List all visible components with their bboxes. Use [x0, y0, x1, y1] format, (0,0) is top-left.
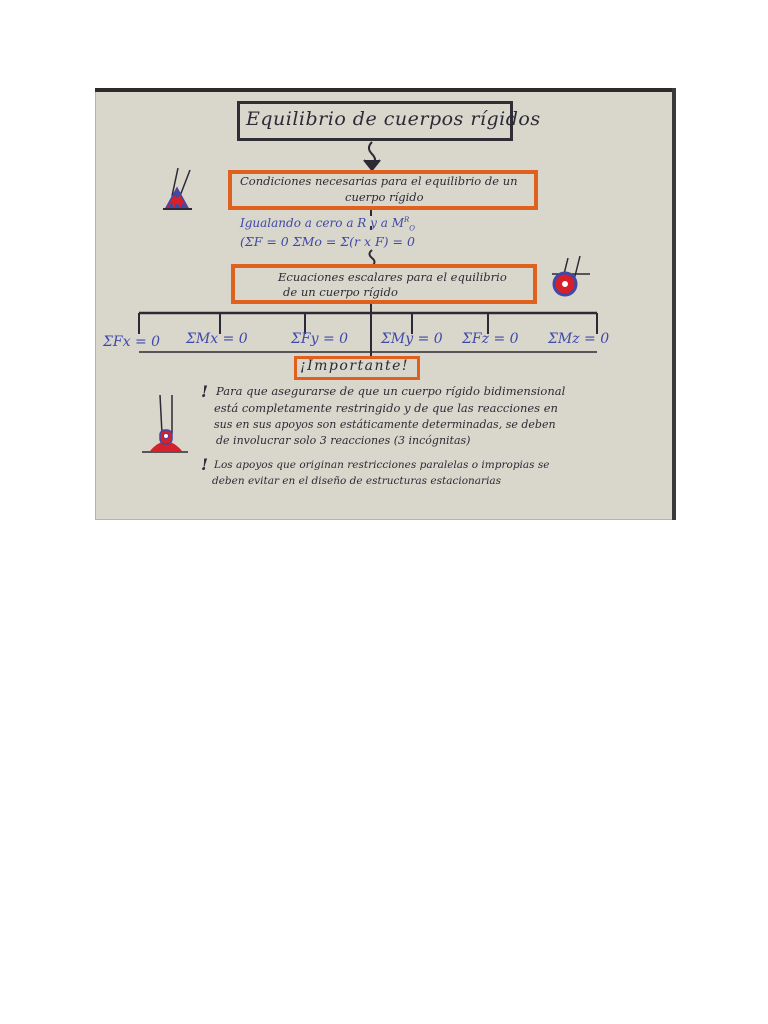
note2-line1: Los apoyos que originan restricciones paralelas o impropias se — [214, 459, 550, 471]
important-label: ¡Importante! — [300, 358, 410, 374]
scalar-equations-line1: Ecuaciones escalares para el equilibrio — [278, 270, 507, 284]
note2-line2: deben evitar en el diseño de estructuras estacionarias — [212, 475, 502, 487]
equation-sum-mz: ΣMz = 0 — [548, 331, 610, 347]
igualando-sup: R — [403, 216, 410, 224]
diagram-title: Equilibrio de cuerpos rígidos — [246, 108, 541, 130]
equation-sum-my: ΣMy = 0 — [381, 331, 443, 347]
note1-line1: Para que asegurarse de que un cuerpo rígido bidimensional — [216, 384, 566, 398]
equation-sum-fy: ΣFy = 0 — [291, 331, 349, 347]
pin-support-icon — [163, 168, 192, 209]
fixed-support-icon — [142, 395, 188, 452]
igualando-line1 — [240, 216, 415, 232]
equation-sum-mx: ΣMx = 0 — [186, 331, 248, 347]
note2-mark: ! — [201, 455, 209, 474]
note1-mark: ! — [201, 382, 209, 401]
conditions-line2: cuerpo rígido — [345, 190, 424, 204]
igualando-line2: (ΣF = 0 ΣMo = Σ(r x F) = 0 — [240, 234, 415, 249]
roller-support-icon — [552, 256, 590, 295]
igualando-text: Igualando a cero a R y a M — [240, 216, 404, 230]
scalar-equations-line2: de un cuerpo rígido — [283, 285, 398, 299]
note1-line4: de involucrar solo 3 reacciones (3 incógnitas) — [216, 434, 471, 447]
equation-sum-fz: ΣFz = 0 — [462, 331, 519, 347]
arrow-head-1 — [364, 160, 380, 170]
conditions-line1: Condiciones necesarias para el equilibrio de un — [240, 174, 518, 188]
igualando-sub: O — [409, 224, 416, 233]
equation-sum-fx: ΣFx = 0 — [103, 334, 161, 350]
note1-line3: sus en sus apoyos son estáticamente determinadas, se deben — [214, 418, 556, 431]
note1-line2: está completamente restringido y de que las reacciones en — [214, 401, 558, 415]
